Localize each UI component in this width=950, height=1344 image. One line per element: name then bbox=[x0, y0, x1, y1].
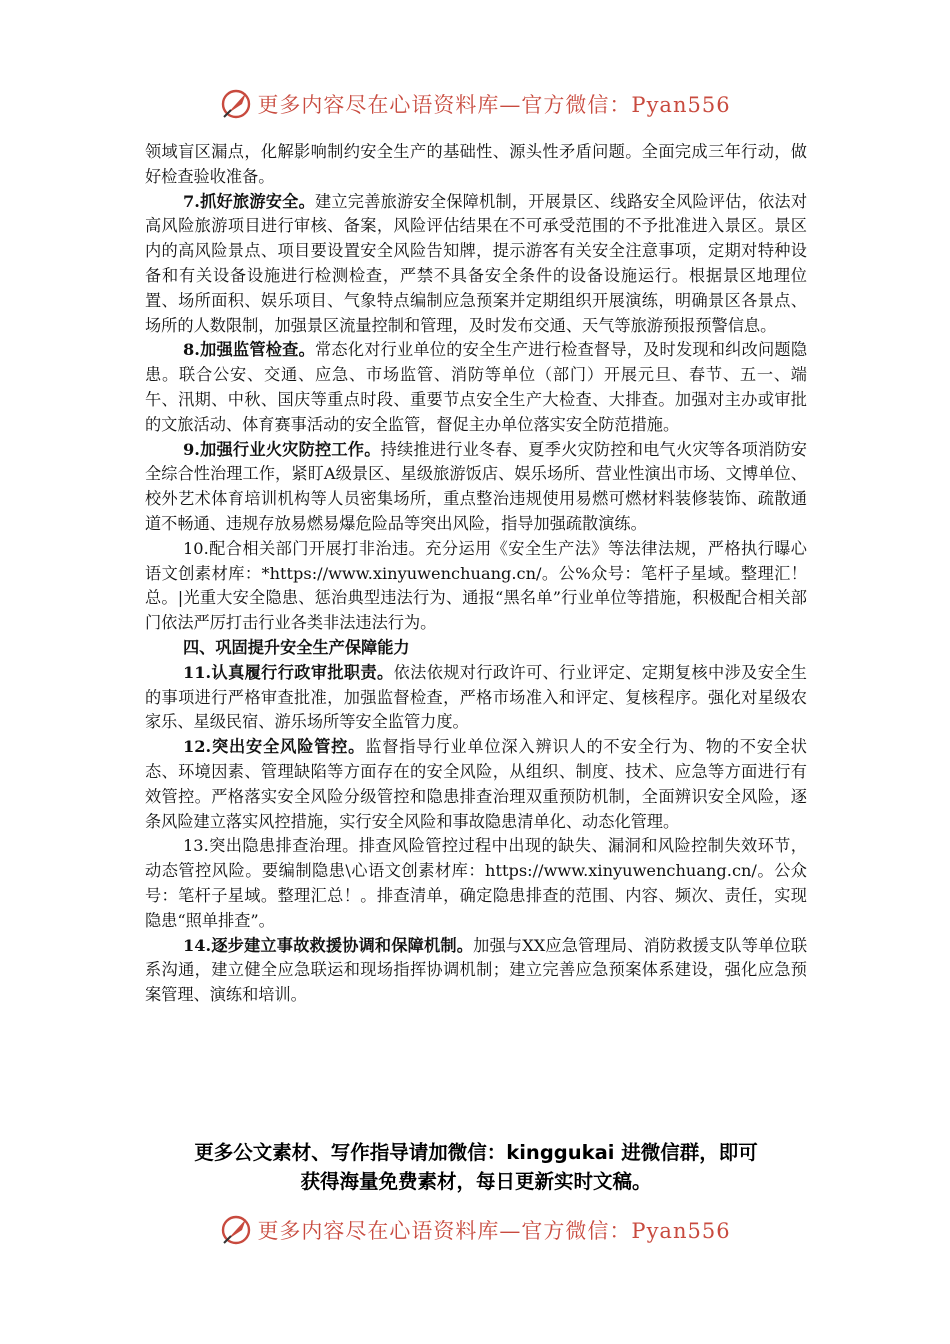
header-banner bbox=[0, 84, 950, 124]
paragraph-item-11 bbox=[145, 661, 807, 735]
document-body bbox=[145, 140, 807, 1008]
paragraph-body: 常态化对行业单位的安全生产进行检查督导，及时发现和纠改问题隐患。联合公安、交通、应急、市场监管、消防等单位（部门）开展元旦、春节、五一、端午、汛期、中秋、国庆等重点时段、重要节点安全生产大检查、大排查。加强对主办或审批的文旅活动、体育赛事活动的安全监管，督促主办单位落实安全防范措施。 bbox=[145, 340, 807, 434]
paragraph-item-7 bbox=[145, 190, 807, 339]
header-banner-text: 更多内容尽在心语资料库—官方微信：Pyan556 bbox=[257, 93, 731, 117]
paragraph-title: 14.逐步建立事故救援协调和保障机制。 bbox=[183, 935, 474, 955]
paragraph-item-10 bbox=[145, 537, 807, 636]
promo-line-2: 获得海量免费素材，每日更新实时文稿。 bbox=[300, 1170, 652, 1193]
paragraph-item-9 bbox=[145, 438, 807, 537]
promo-line-1: 更多公文素材、写作指导请加微信：kinggukai 进微信群，即可 bbox=[194, 1141, 758, 1164]
paragraph-item-12 bbox=[145, 735, 807, 834]
paragraph-body: 13.突出隐患排查治理。排查风险管控过程中出现的缺失、漏洞和风险控制失效环节，动态管控风险。要编制隐患\心语文创素材库：https://www.xinyuwenchuang.cn/。公众号：笔杆子星域。整理汇总！。排查清单，确定隐患排查的范围、内容、频次、责任，实现隐患“照单排查”。 bbox=[145, 836, 807, 930]
paragraph-title: 11.认真履行行政审批职责。 bbox=[183, 662, 394, 682]
paragraph-title: 8.加强监管检查。 bbox=[183, 340, 315, 360]
footer-banner-text: 更多内容尽在心语资料库—官方微信：Pyan556 bbox=[257, 1219, 731, 1243]
quill-pen-logo-icon bbox=[219, 1213, 253, 1247]
paragraph-title: 9.加强行业火灾防控工作。 bbox=[183, 439, 381, 459]
paragraph-body: 10.配合相关部门开展打非治违。充分运用《安全生产法》等法律法规，严格执行曝心语文创素材库：*https://www.xinyuwenchuang.cn/。公%众号：笔杆子星域。整理汇！总。|光重大安全隐患、惩治典型违法行为、通报“黑名单”行业单位等措施，积极配合相关部门依法严厉打击行业各类非法违法行为。 bbox=[145, 538, 807, 633]
section-heading: 四、巩固提升安全生产保障能力 bbox=[183, 637, 410, 657]
paragraph-body: 领域盲区漏点，化解影响制约安全生产的基础性、源头性矛盾问题。全面完成三年行动，做好检查验收准备。 bbox=[145, 142, 807, 186]
paragraph-body: 持续推进行业冬春、夏季火灾防控和电气火灾等各项消防安全综合性治理工作，紧盯A级景区、星级旅游饭店、娱乐场所、营业性演出市场、文博单位、校外艺术体育培训机构等人员密集场所，重点整治违规使用易燃可燃材料装修装饰、疏散通道不畅通、违规存放易燃易爆危险品等突出风险，指导加强疏散演练。 bbox=[145, 439, 807, 533]
paragraph-body: 加强与XX应急管理局、消防救援支队等单位联系沟通，建立健全应急联运和现场指挥协调机制；建立完善应急预案体系建设，强化应急预案管理、演练和培训。 bbox=[145, 935, 808, 1005]
paragraph-title: 12.突出安全风险管控。 bbox=[183, 737, 366, 757]
footer-banner bbox=[0, 1210, 950, 1250]
paragraph-item-14 bbox=[145, 934, 807, 1008]
paragraph-body: 建立完善旅游安全保障机制，开展景区、线路安全风险评估，依法对高风险旅游项目进行审核、备案，风险评估结果在不可承受范围的不予批准进入景区。景区内的高风险景点、项目要设置安全风险告知牌，提示游客有关安全注意事项，定期对特种设备和有关设备设施进行检测检查，严禁不具备安全条件的设备设施运行。根据景区地理位置、场所面积、娱乐项目、气象特点编制应急预案并定期组织开展演练，明确景区各景点、场所的人数限制，加强景区流量控制和管理，及时发布交通、天气等旅游预报预警信息。 bbox=[145, 191, 807, 335]
paragraph-body: 监督指导行业单位深入辨识人的不安全行为、物的不安全状态、环境因素、管理缺陷等方面存在的安全风险，从组织、制度、技术、应急等方面进行有效管控。严格落实安全风险分级管控和隐患排查治理双重预防机制，全面辨识安全风险，逐条风险建立落实风控措施，实行安全风险和事故隐患清单化、动态化管理。 bbox=[145, 737, 807, 831]
quill-pen-logo-icon bbox=[219, 87, 253, 121]
paragraph-continuation bbox=[145, 140, 807, 190]
paragraph-title: 7.抓好旅游安全。 bbox=[183, 191, 315, 211]
paragraph-body: 依法依规对行政许可、行业评定、定期复核中涉及安全生的事项进行严格审查批准，加强监督检查，严格市场准入和评定、复核程序。强化对星级农家乐、星级民宿、游乐场所等安全监管力度。 bbox=[145, 662, 807, 732]
paragraph-item-13 bbox=[145, 834, 807, 933]
promo-block bbox=[145, 1138, 807, 1196]
paragraph-item-8 bbox=[145, 338, 807, 437]
